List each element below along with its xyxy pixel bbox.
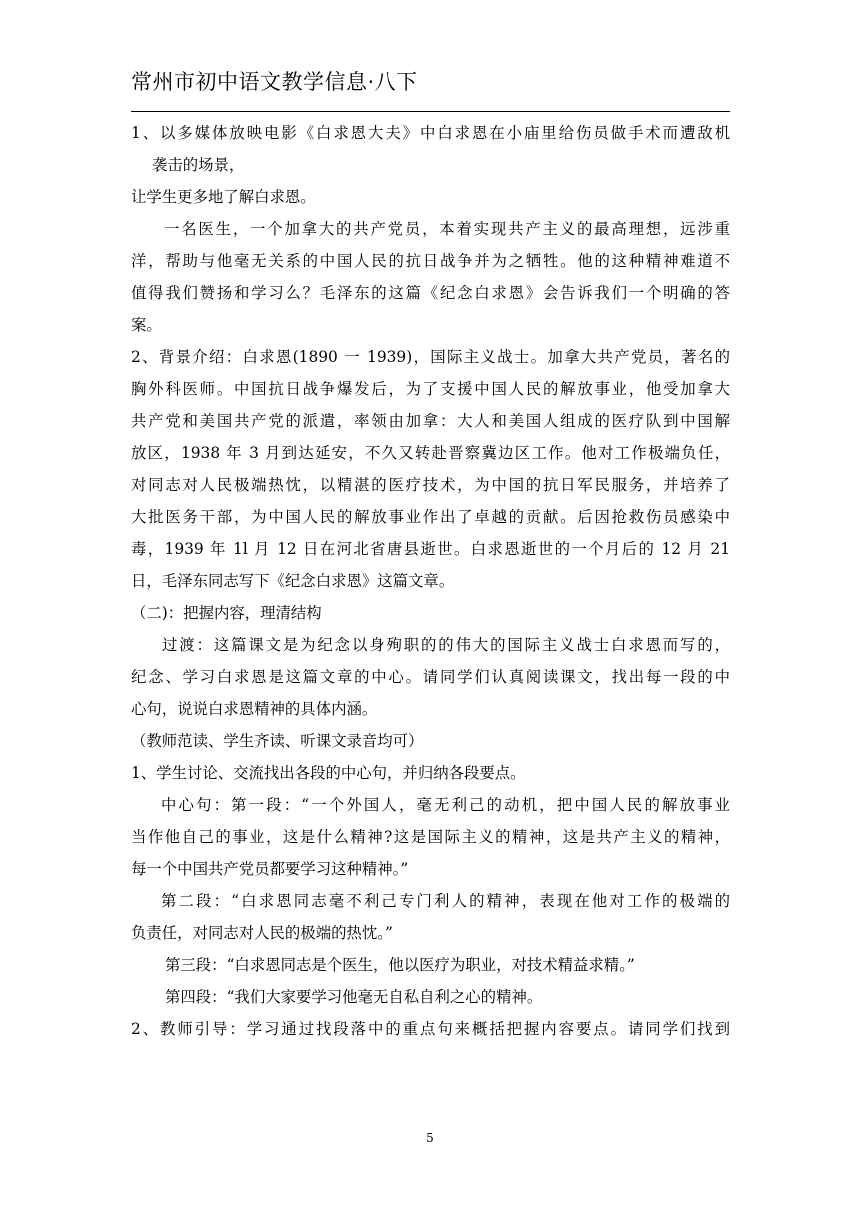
text-line: 袭击的场景， xyxy=(152,156,245,174)
text-line: 第三段：“白求恩同志是个医生，他以医疗为职业，对技术精益求精。” xyxy=(165,956,635,974)
text-line: 对同志对人民极端热忱，以精湛的医疗技术，为中国的抗日军民服务，并培养了 xyxy=(131,476,730,494)
document-body xyxy=(131,117,730,1045)
text-line: 中心句：第一段：“一个外国人，毫无利己的动机，把中国人民的解放事业 xyxy=(161,796,730,814)
text-line: 共产党和美国共产党的派遣，率领由加拿：大人和美国人组成的医疗队到中国解 xyxy=(131,412,730,430)
text-line: 日，毛泽东同志写下《纪念白求恩》这篇文章。 xyxy=(131,572,455,590)
text-line: 毒，1939 年 1l 月 12 日在河北省唐县逝世。白求恩逝世的一个月后的 12 月 21 xyxy=(131,540,730,558)
text-line: 放区，1938 年 3 月到达延安，不久又转赴晋察冀边区工作。他对工作极端负任， xyxy=(131,444,730,462)
text-line: 案。 xyxy=(131,316,162,334)
text-line: 纪念、学习白求恩是这篇文章的中心。请同学们认真阅读课文，找出每一段的中 xyxy=(131,668,730,686)
text-line: 第四段：“我们大家要学习他毫无自私自利之心的精神。 xyxy=(165,988,543,1006)
page-number: 5 xyxy=(426,1131,434,1145)
text-line: 负责任，对同志对人民的极端的热忱。” xyxy=(131,924,393,942)
text-line: 每一个中国共产党员都要学习这种精神。” xyxy=(131,860,409,878)
text-line: 值得我们赞扬和学习么？毛泽东的这篇《纪念白求恩》会告诉我们一个明确的答 xyxy=(131,284,730,302)
text-line: （二)：把握内容，理清结构 xyxy=(131,604,322,622)
text-line: 当作他自己的事业，这是什么精神?这是国际主义的精神，这是共产主义的精神， xyxy=(131,828,730,846)
text-line: 过渡：这篇课文是为纪念以身殉职的的伟大的国际主义战士白求恩而写的， xyxy=(162,636,730,654)
text-line: 心句，说说白求恩精神的具体内涵。 xyxy=(131,700,378,718)
header-divider xyxy=(131,111,730,112)
text-line: 第二段：“白求恩同志毫不利己专门利人的精神，表现在他对工作的极端的 xyxy=(161,892,730,910)
text-line: 大批医务干部，为中国人民的解放事业作出了卓越的贡献。后因抢救伤员感染中 xyxy=(131,508,730,526)
text-line: 1、以多媒体放映电影《白求恩大夫》中白求恩在小庙里给伤员做手术而遭敌机 xyxy=(131,124,730,142)
text-line: 1、学生讨论、交流找出各段的中心句，并归纳各段要点。 xyxy=(131,764,526,782)
text-line: 胸外科医师。中国抗日战争爆发后，为了支援中国人民的解放事业，他受加拿大 xyxy=(131,380,730,398)
header-title: 常州市初中语文教学信息·八下 xyxy=(131,70,418,94)
text-line: （教师范读、学生齐读、听课文录音均可） xyxy=(131,732,424,750)
text-line: 一名医生，一个加拿大的共产党员，本着实现共产主义的最高理想，远涉重 xyxy=(164,220,730,238)
text-line: 让学生更多地了解白求恩。 xyxy=(131,188,316,206)
text-line: 2、背景介绍：白求恩(1890 一 1939)，国际主义战士。加拿大共产党员，著名的 xyxy=(131,348,730,366)
text-line: 2、教师引导：学习通过找段落中的重点句来概括把握内容要点。请同学们找到 xyxy=(131,1020,730,1038)
text-line: 洋，帮助与他毫无关系的中国人民的抗日战争并为之牺牲。他的这种精神难道不 xyxy=(131,252,730,270)
